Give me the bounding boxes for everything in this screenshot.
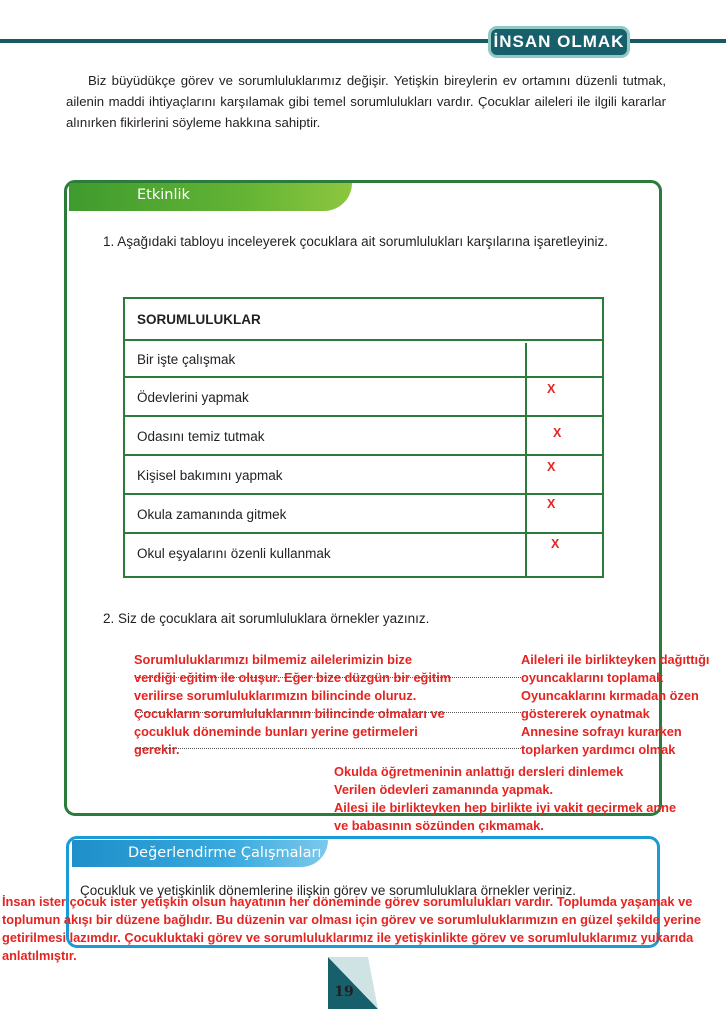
evaluation-label: Değerlendirme Çalışmaları xyxy=(128,845,322,861)
chapter-title: İNSAN OLMAK xyxy=(488,26,630,58)
table-row xyxy=(125,456,602,495)
answer-line-text: Aileleri ile birlikteyken dağıttığı xyxy=(521,652,710,667)
row-label: Ödevlerini yapmak xyxy=(137,390,249,405)
answer-line-text: çocukluk döneminde bunları yerine getirmeleri xyxy=(134,724,418,739)
answer-line-text: oyuncaklarını toplamak xyxy=(521,670,664,685)
row-label: Bir işte çalışmak xyxy=(137,352,236,367)
table-row xyxy=(125,343,602,378)
table-row xyxy=(125,417,602,456)
activity-label: Etkinlik xyxy=(137,187,190,203)
answer-line-text: Oyuncaklarını kırmadan özen xyxy=(521,688,699,703)
answer-line-text: göstererek oynatmak xyxy=(521,706,650,721)
answer-line-text: Çocukların sorumluluklarının bilincinde olmaları ve xyxy=(134,706,445,721)
answer-line-text: gerekir. xyxy=(134,742,180,757)
answer-line-text: Annesine sofrayı kurarken xyxy=(521,724,682,739)
table-row xyxy=(125,534,602,576)
check-mark: X xyxy=(547,460,556,474)
answer-left xyxy=(134,651,464,759)
table-row xyxy=(125,378,602,417)
check-cell[interactable] xyxy=(525,417,602,454)
intro-paragraph: Biz büyüdükçe görev ve sorumluluklarımız değişir. Yetişkin bireylerin ev ortamını düzenli tutmak, ailenin maddi ihtiyaçlarını karşılamak gibi temel sorumlulukları vardır. Çocuklar aileleri ile ilgili kararlar alınırken fikirlerini söyleme hakkına sahiptir. xyxy=(66,73,666,130)
activity-banner xyxy=(69,183,352,211)
question-2: 2. Siz de çocuklara ait sorumluluklara örnekler yazınız. xyxy=(103,611,430,626)
check-mark: X xyxy=(553,426,562,440)
page-number-badge xyxy=(328,957,378,1009)
row-label: Odasını temiz tutmak xyxy=(137,429,265,444)
row-label: Kişisel bakımını yapmak xyxy=(137,468,283,483)
answer-line-text: Ailesi ile birlikteyken hep birlikte iyi vakit geçirmek anne xyxy=(334,800,677,815)
check-mark: X xyxy=(551,537,560,551)
answer-line-text: Verilen ödevleri zamanında yapmak. xyxy=(334,782,554,797)
check-cell[interactable] xyxy=(525,456,602,493)
responsibilities-table xyxy=(123,297,604,578)
check-cell[interactable] xyxy=(525,534,602,576)
question-1: 1. Aşağıdaki tabloyu inceleyerek çocuklara ait sorumlulukları karşılarına işaretleyiniz. xyxy=(103,234,608,249)
answer-line-text: verdiği eğitim ile oluşur. Eğer bize düzgün bir eğitim xyxy=(134,670,452,685)
evaluation-answer: İnsan ister çocuk ister yetişkin olsun hayatının her döneminde görev sorumlulukları vardır. Toplumda yaşamak ve toplumun akışı bir düzene bağlıdır. Bu düzenin var olması için görev ve sorumluluklarımızın en güzel şekilde yerine getirilmesi lazımdır. Çocukluktaki görev ve sorumluluklarımız ile yetişkinlikte görev ve sorumluluklarımız yukarıda anlatılmıştır. xyxy=(2,894,702,963)
answer-line-text: ve babasının sözünden çıkmamak. xyxy=(334,818,544,833)
row-label: Okul eşyalarını özenli kullanmak xyxy=(137,546,331,561)
check-mark: X xyxy=(547,382,556,396)
check-cell[interactable] xyxy=(525,343,602,376)
page-number: 19 xyxy=(334,984,354,1000)
check-cell[interactable] xyxy=(525,495,602,532)
answer-line-text: verilirse sorumluluklarımızın bilincinde oluruz. xyxy=(134,688,417,703)
answer-line-text: Sorumluluklarımızı bilmemiz ailelerimizin bize xyxy=(134,652,413,667)
table-header: SORUMLULUKLAR xyxy=(125,299,602,341)
answer-middle xyxy=(334,763,726,835)
table-row xyxy=(125,495,602,534)
evaluation-question: Çocukluk ve yetişkinlik dönemlerine ilişkin görev ve sorumluluklara örnekler veriniz. xyxy=(80,883,576,898)
answer-line-text: Okulda öğretmeninin anlattığı dersleri dinlemek xyxy=(334,764,624,779)
answer-line-text: toplarken yardımcı olmak xyxy=(521,742,676,757)
answer-right xyxy=(521,651,726,759)
check-mark: X xyxy=(547,497,556,511)
check-cell[interactable] xyxy=(525,378,602,415)
row-label: Okula zamanında gitmek xyxy=(137,507,287,522)
